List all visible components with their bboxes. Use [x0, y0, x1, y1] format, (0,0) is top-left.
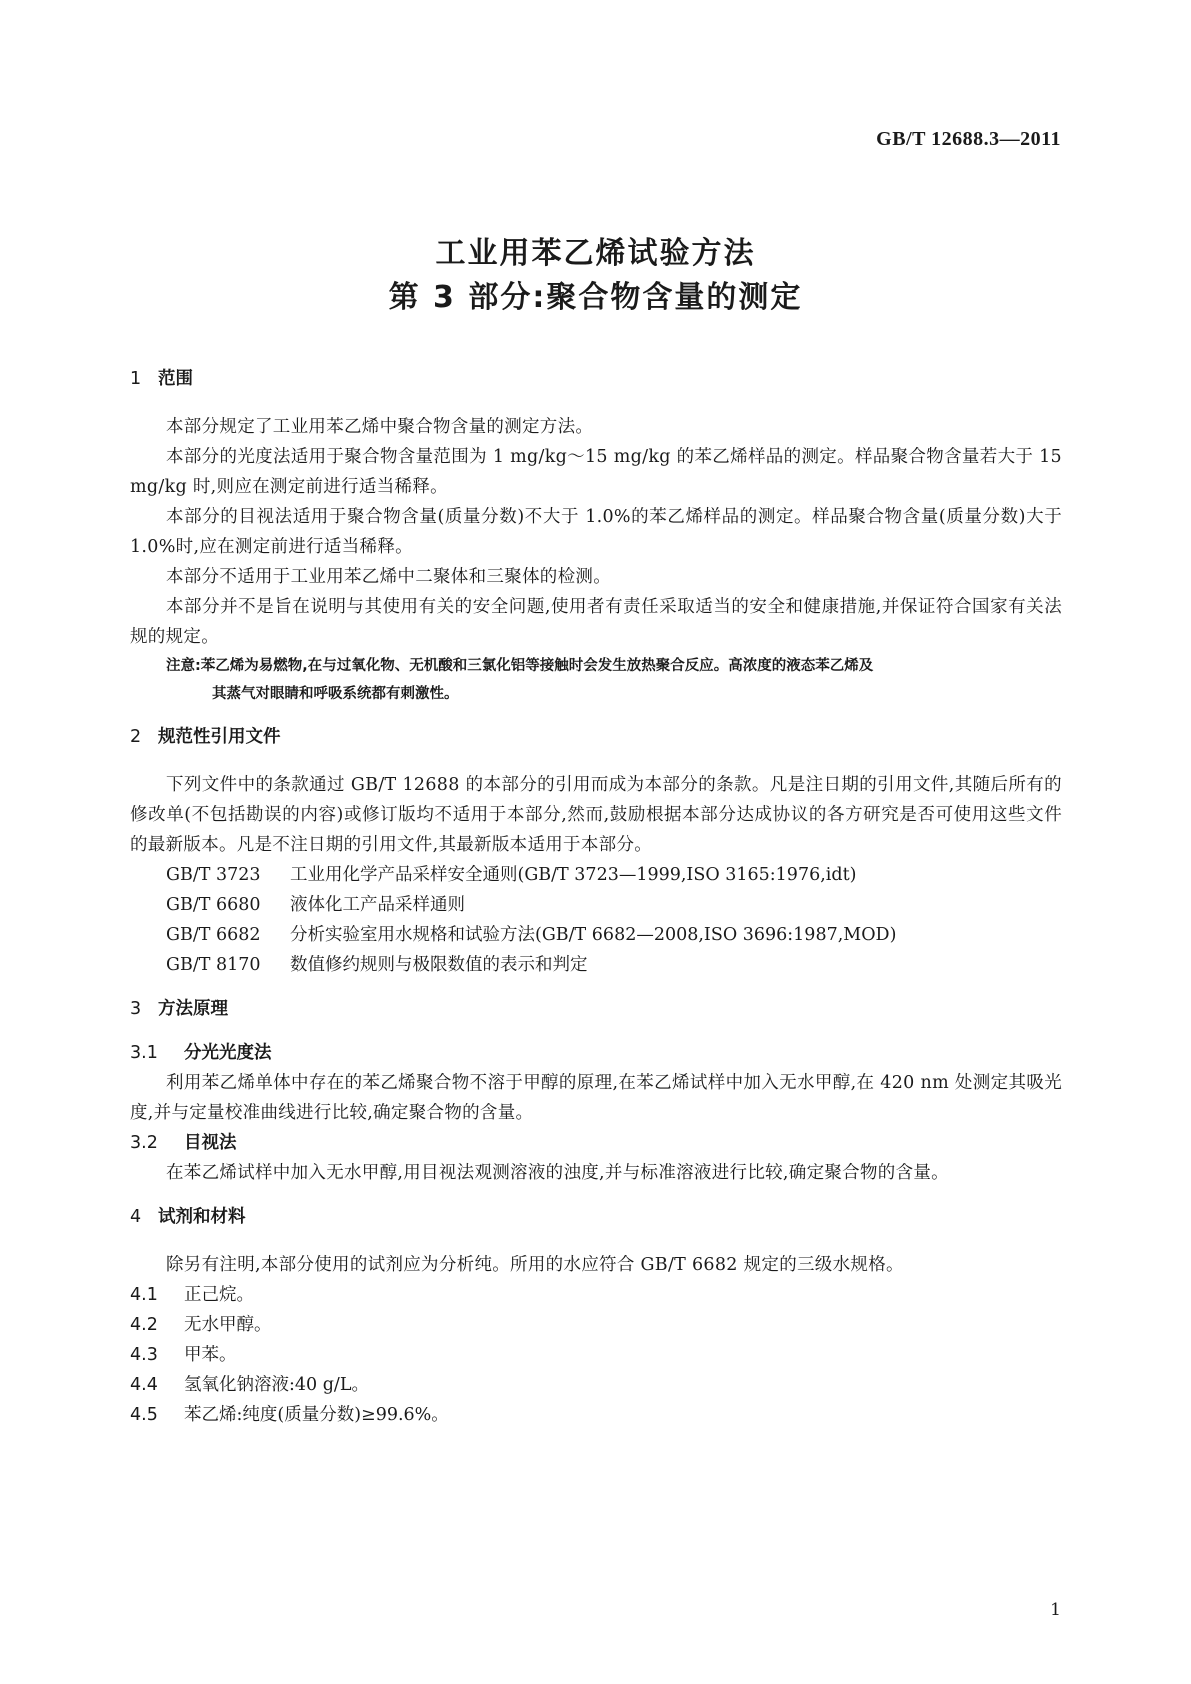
- item-number: 4.1: [130, 1285, 158, 1305]
- document-subtitle: 第 3 部分:聚合物含量的测定: [388, 280, 803, 315]
- section-2-heading: [130, 722, 1062, 752]
- item-text: 正己烷。: [184, 1285, 254, 1305]
- standard-code: GB/T 12688.3—2011: [876, 128, 1061, 150]
- reagent-item: [130, 1340, 1062, 1370]
- item-number: 4.4: [130, 1375, 158, 1395]
- subsection-3-2-heading: [130, 1128, 1062, 1158]
- reagent-item: [130, 1370, 1062, 1400]
- section-title: 试剂和材料: [158, 1207, 246, 1227]
- reference-title: 液体化工产品采样通则: [290, 895, 465, 915]
- reference-code: GB/T 6682: [166, 925, 261, 945]
- section-4-heading: [130, 1202, 1062, 1232]
- reference-title: 数值修约规则与极限数值的表示和判定: [290, 955, 588, 975]
- paragraph: 下列文件中的条款通过 GB/T 12688 的本部分的引用而成为本部分的条款。凡是注日期的引用文件,其随后所有的修改单(不包括勘误的内容)或修订版均不适用于本部分,然而,鼓励根据本部分达成协议的各方研究是否可使用这些文件的最新版本。凡是不注日期的引用文件,其最新版本适用于本部分。: [130, 775, 1062, 855]
- page-number: 1: [1050, 1600, 1061, 1620]
- subsection-title: 目视法: [184, 1133, 237, 1153]
- note-line-1: 注意:苯乙烯为易燃物,在与过氧化物、无机酸和三氯化铝等接触时会发生放热聚合反应。高浓度的液态苯乙烯及: [166, 658, 874, 674]
- subsection-3-1-heading: [130, 1038, 1062, 1068]
- reference-item: [130, 860, 1062, 890]
- section-title: 方法原理: [158, 999, 228, 1019]
- item-number: 4.3: [130, 1345, 158, 1365]
- paragraph: 本部分并不是旨在说明与其使用有关的安全问题,使用者有责任采取适当的安全和健康措施,并保证符合国家有关法规的规定。: [130, 597, 1062, 647]
- item-text: 无水甲醇。: [184, 1315, 272, 1335]
- reference-item: [130, 950, 1062, 980]
- section-number: 3: [130, 999, 142, 1019]
- reference-item: [130, 920, 1062, 950]
- document-title: 工业用苯乙烯试验方法: [435, 236, 756, 271]
- item-text: 氢氧化钠溶液:40 g/L。: [184, 1375, 369, 1395]
- subsection-number: 3.1: [130, 1043, 158, 1063]
- item-text: 甲苯。: [184, 1345, 237, 1365]
- subsection-title: 分光光度法: [184, 1043, 272, 1063]
- reference-item: [130, 890, 1062, 920]
- reagent-item: [130, 1280, 1062, 1310]
- reagent-item: [130, 1310, 1062, 1340]
- paragraph: 本部分的光度法适用于聚合物含量范围为 1 mg/kg～15 mg/kg 的苯乙烯样品的测定。样品聚合物含量若大于 15 mg/kg 时,则应在测定前进行适当稀释。: [130, 447, 1062, 497]
- document-body: [130, 364, 1062, 1430]
- subsection-number: 3.2: [130, 1133, 158, 1153]
- section-3-heading: [130, 994, 1062, 1024]
- section-number: 4: [130, 1207, 142, 1227]
- section-title: 规范性引用文件: [158, 727, 281, 747]
- reagent-item: [130, 1400, 1062, 1430]
- paragraph: 本部分的目视法适用于聚合物含量(质量分数)不大于 1.0%的苯乙烯样品的测定。样品聚合物含量(质量分数)大于 1.0%时,应在测定前进行适当稀释。: [130, 507, 1062, 557]
- item-number: 4.2: [130, 1315, 158, 1335]
- safety-note: [130, 652, 1062, 708]
- section-1-heading: [130, 364, 1062, 394]
- paragraph: 本部分不适用于工业用苯乙烯中二聚体和三聚体的检测。: [166, 567, 611, 587]
- section-number: 2: [130, 727, 142, 747]
- section-number: 1: [130, 369, 142, 389]
- reference-code: GB/T 3723: [166, 865, 261, 885]
- paragraph: 在苯乙烯试样中加入无水甲醇,用目视法观测溶液的浊度,并与标准溶液进行比较,确定聚合物的含量。: [166, 1163, 949, 1183]
- section-title: 范围: [158, 369, 193, 389]
- reference-title: 分析实验室用水规格和试验方法(GB/T 6682—2008,ISO 3696:1987,MOD): [290, 925, 897, 945]
- item-text: 苯乙烯:纯度(质量分数)≥99.6%。: [184, 1405, 449, 1425]
- item-number: 4.5: [130, 1405, 158, 1425]
- paragraph: 利用苯乙烯单体中存在的苯乙烯聚合物不溶于甲醇的原理,在苯乙烯试样中加入无水甲醇,在 420 nm 处测定其吸光度,并与定量校准曲线进行比较,确定聚合物的含量。: [130, 1073, 1062, 1123]
- reference-code: GB/T 6680: [166, 895, 261, 915]
- note-line-2: 其蒸气对眼睛和呼吸系统都有刺激性。: [212, 686, 459, 702]
- reference-title: 工业用化学产品采样安全通则(GB/T 3723—1999,ISO 3165:1976,idt): [290, 865, 857, 885]
- paragraph: 除另有注明,本部分使用的试剂应为分析纯。所用的水应符合 GB/T 6682 规定的三级水规格。: [166, 1255, 904, 1275]
- reference-code: GB/T 8170: [166, 955, 261, 975]
- paragraph: 本部分规定了工业用苯乙烯中聚合物含量的测定方法。: [166, 417, 594, 437]
